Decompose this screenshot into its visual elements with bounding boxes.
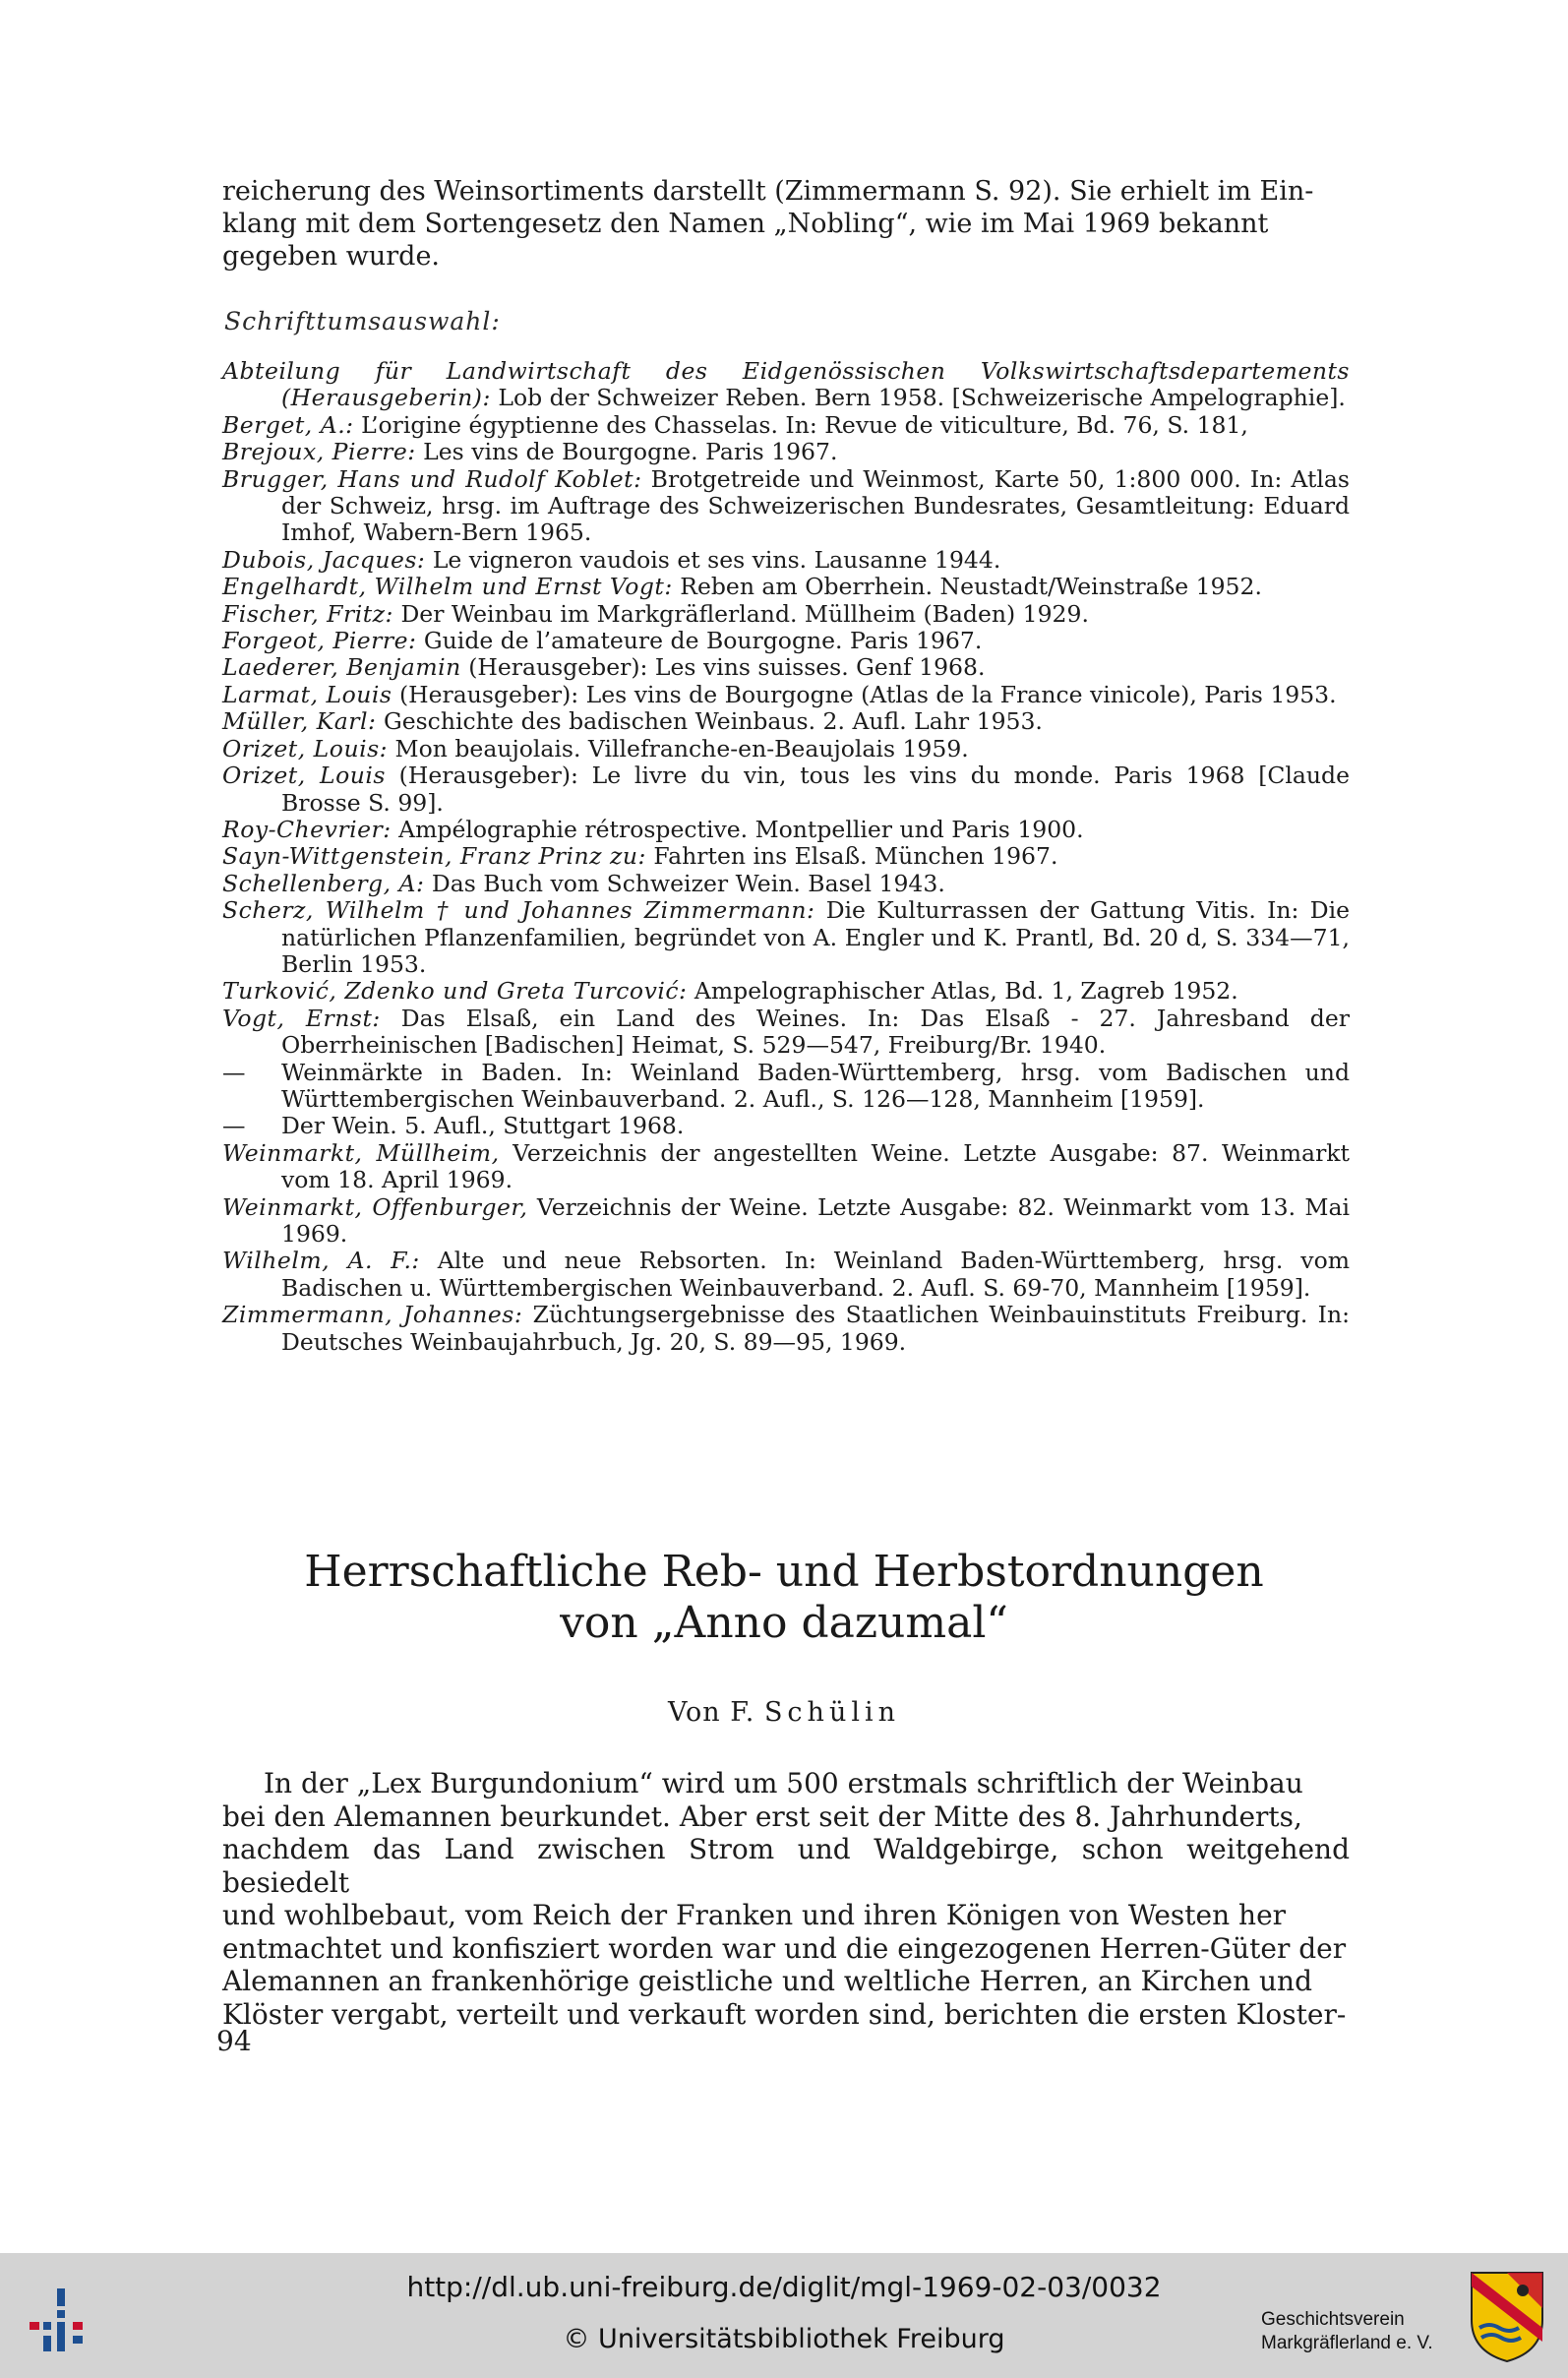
entry-text: Lob der Schweizer Reben. Bern 1958. [Schweizerische Ampelographie].	[490, 384, 1346, 412]
bibliography-entry	[222, 358, 1350, 412]
bibliography-entry	[222, 601, 1350, 628]
entry-author: Fischer, Fritz:	[222, 599, 393, 628]
bibliography-entry	[222, 412, 1350, 439]
entry-author: Weinmarkt, Müllheim,	[222, 1138, 500, 1167]
entry-author: Forgeot, Pierre:	[222, 627, 417, 655]
page-number: 94	[216, 2025, 252, 2057]
author-prefix: Von F.	[667, 1697, 755, 1728]
body-line: bei den Alemannen beurkundet. Aber erst seit der Mitte des 8. Jahrhunderts,	[222, 1799, 1302, 1833]
ditto-dash: —	[222, 1058, 246, 1086]
intro-paragraph	[222, 175, 1350, 273]
entry-author: Abteilung für Landwirtschaft des Eidgenössischen Volkswirtschaftsdepartements (Herausgeberin):	[222, 357, 1350, 412]
entry-author: Berget, A.:	[222, 410, 354, 439]
entry-text: Der Weinbau im Markgräflerland. Müllheim (Baden) 1929.	[392, 599, 1089, 628]
article-title	[0, 1547, 1568, 1649]
entry-text: Reben am Oberrhein. Neustadt/Weinstraße 1952.	[672, 573, 1262, 601]
body-line: und wohlbebaut, vom Reich der Franken und ihren Königen von Westen her	[222, 1899, 1287, 1931]
author-name: Schülin	[763, 1697, 900, 1728]
bibliography-entry	[222, 654, 1350, 681]
entry-author: Wilhelm, A. F.:	[222, 1247, 420, 1275]
intro-line: reicherung des Weinsortiments darstellt (Zimmermann S. 92). Sie erhielt im Ein-	[222, 176, 1314, 207]
entry-author: Larmat, Louis	[222, 680, 392, 708]
bibliography-entry	[222, 1194, 1350, 1249]
body-line: In der „Lex Burgundonium“ wird um 500 erstmals schriftlich der Weinbau	[264, 1767, 1303, 1799]
article-author	[0, 1697, 1568, 1728]
entry-text: Guide de l’amateure de Bourgogne. Paris 1967.	[416, 627, 983, 655]
bibliography-entry	[222, 466, 1350, 547]
entry-author: Orizet, Louis	[222, 762, 386, 790]
entry-text: (Herausgeber): Les vins de Bourgogne (Atlas de la France vinicole), Paris 1953.	[392, 680, 1337, 708]
entry-text: Brotgetreide und Weinmost, Karte 50, 1:800 000. In: Atlas der Schweiz, hrsg. im Auftrage des Schweizerischen Bundesrates, Gesamtleitung: Eduard Imhof, Wabern-Bern 1965.	[281, 464, 1350, 547]
bibliography-heading: Schrifttumsauswahl:	[224, 307, 501, 335]
bibliography-entry	[222, 574, 1350, 600]
entry-author: Engelhardt, Wilhelm und Ernst Vogt:	[222, 573, 673, 601]
footer-bar	[0, 2253, 1568, 2378]
intro-line: gegeben wurde.	[222, 241, 441, 272]
entry-author: Orizet, Louis:	[222, 734, 389, 762]
society-line2: Markgräflerland e. V.	[1261, 2333, 1433, 2353]
entry-author: Brugger, Hans und Rudolf Koblet:	[222, 464, 642, 493]
bibliography-entry	[222, 978, 1350, 1005]
entry-author: Scherz, Wilhelm † und Johannes Zimmermann:	[222, 896, 815, 925]
entry-author: Dubois, Jacques:	[222, 545, 426, 574]
bibliography-entry	[222, 897, 1350, 978]
body-line: Alemannen an frankenhörige geistliche und weltliche Herren, an Kirchen und	[222, 1965, 1313, 1997]
bibliography-entry	[222, 439, 1350, 465]
bibliography-entry	[222, 817, 1350, 843]
entry-text: Verzeichnis der angestellten Weine. Letzte Ausgabe: 87. Weinmarkt vom 18. April 1969.	[281, 1138, 1350, 1194]
entry-text: Das Buch vom Schweizer Wein. Basel 1943.	[424, 869, 945, 897]
entry-text: Das Elsaß, ein Land des Weines. In: Das Elsaß - 27. Jahresband der Oberrheinischen [Badischen] Heimat, S. 529—547, Freiburg/Br. 1940.	[281, 1004, 1350, 1060]
entry-author: Schellenberg, A:	[222, 869, 425, 897]
entry-author: Vogt, Ernst:	[222, 1004, 381, 1032]
entry-text: Züchtungsergebnisse des Staatlichen Weinbauinstituts Freiburg. In: Deutsches Weinbaujahrbuch, Jg. 20, S. 89—95, 1969.	[281, 1301, 1350, 1356]
bibliography-entry	[222, 1113, 1350, 1139]
entry-text: Mon beaujolais. Villefranche-en-Beaujolais 1959.	[388, 734, 969, 762]
bibliography-entry	[222, 762, 1350, 817]
entry-text: Fahrten ins Elsaß. München 1967.	[645, 842, 1058, 871]
entry-text: (Herausgeber): Le livre du vin, tous les vins du monde. Paris 1968 [Claude Brosse S. 99].	[281, 762, 1350, 817]
entry-text: Der Wein. 5. Aufl., Stuttgart 1968.	[281, 1112, 685, 1140]
body-line: Klöster vergabt, verteilt und verkauft worden sind, berichten die ersten Kloster-	[222, 1997, 1347, 2031]
article-body	[222, 1767, 1350, 2031]
bibliography-entry	[222, 1302, 1350, 1356]
entry-author: Zimmermann, Johannes:	[222, 1301, 523, 1329]
entry-text: Verzeichnis der Weine. Letzte Ausgabe: 82. Weinmarkt vom 13. Mai 1969.	[281, 1192, 1351, 1248]
bibliography-entry	[222, 708, 1350, 735]
article-title-line2: von „Anno dazumal“	[560, 1598, 1008, 1648]
bibliography-entry	[222, 547, 1350, 574]
entry-text: Ampelographischer Atlas, Bd. 1, Zagreb 1952.	[687, 977, 1238, 1006]
bibliography-entry	[222, 843, 1350, 870]
body-line: entmachtet und konfisziert worden war und die eingezogenen Herren-Güter der	[222, 1931, 1347, 1965]
bibliography-entry	[222, 1248, 1350, 1302]
entry-author: Brejoux, Pierre:	[222, 438, 416, 466]
entry-text: Ampélographie rétrospective. Montpellier und Paris 1900.	[391, 815, 1084, 843]
article-title-line1: Herrschaftliche Reb- und Herbstordnungen	[304, 1547, 1264, 1597]
copyright-notice: © Universitätsbibliothek Freiburg	[563, 2324, 1005, 2354]
entry-author: Sayn-Wittgenstein, Franz Prinz zu:	[222, 842, 646, 871]
entry-author: Weinmarkt, Offenburger,	[222, 1192, 528, 1221]
bibliography-entry	[222, 628, 1350, 654]
bibliography-entry	[222, 1006, 1350, 1060]
entry-text: L’origine égyptienne des Chasselas. In: Revue de viticulture, Bd. 76, S. 181,	[353, 410, 1248, 439]
bibliography-list	[222, 358, 1350, 1356]
bibliography-entry	[222, 1140, 1350, 1194]
bibliography-entry	[222, 1060, 1350, 1114]
intro-line: klang mit dem Sortengesetz den Namen „Nobling“, wie im Mai 1969 bekannt	[222, 209, 1269, 239]
entry-text: Geschichte des badischen Weinbaus. 2. Aufl. Lahr 1953.	[376, 707, 1043, 736]
entry-author: Müller, Karl:	[222, 707, 377, 736]
entry-text: Weinmärkte in Baden. In: Weinland Baden-Württemberg, hrsg. vom Badischen und Württembergischen Weinbauverband. 2. Aufl., S. 126—128, Mannheim [1959].	[281, 1058, 1350, 1113]
bibliography-entry	[222, 871, 1350, 897]
entry-author: Roy-Chevrier:	[222, 815, 392, 843]
entry-author: Turković, Zdenko und Greta Turcović:	[222, 977, 688, 1006]
source-url[interactable]: http://dl.ub.uni-freiburg.de/diglit/mgl-1969-02-03/0032	[406, 2271, 1162, 2303]
bibliography-entry	[222, 682, 1350, 708]
entry-text: Les vins de Bourgogne. Paris 1967.	[415, 438, 838, 466]
society-line1: Geschichtsverein	[1261, 2309, 1405, 2330]
entry-text: Die Kulturrassen der Gattung Vitis. In: Die natürlichen Pflanzenfamilien, begründet von A. Engler und K. Prantl, Bd. 20 d, S. 334—71, Berlin 1953.	[281, 896, 1350, 978]
body-line: nachdem das Land zwischen Strom und Waldgebirge, schon weitgehend besiedelt	[222, 1833, 1350, 1899]
society-name	[1261, 2308, 1433, 2355]
entry-text: (Herausgeber): Les vins suisses. Genf 1968.	[460, 653, 986, 682]
ditto-dash: —	[222, 1112, 246, 1140]
entry-text: Le vigneron vaudois et ses vins. Lausanne 1944.	[425, 545, 1001, 574]
entry-author: Laederer, Benjamin	[222, 653, 461, 682]
entry-text: Alte und neue Rebsorten. In: Weinland Baden-Württemberg, hrsg. vom Badischen u. Württembergischen Weinbauverband. 2. Aufl. S. 69-70, Mannheim [1959].	[281, 1247, 1350, 1302]
bibliography-entry	[222, 736, 1350, 762]
coat-of-arms-icon	[1468, 2269, 1546, 2363]
